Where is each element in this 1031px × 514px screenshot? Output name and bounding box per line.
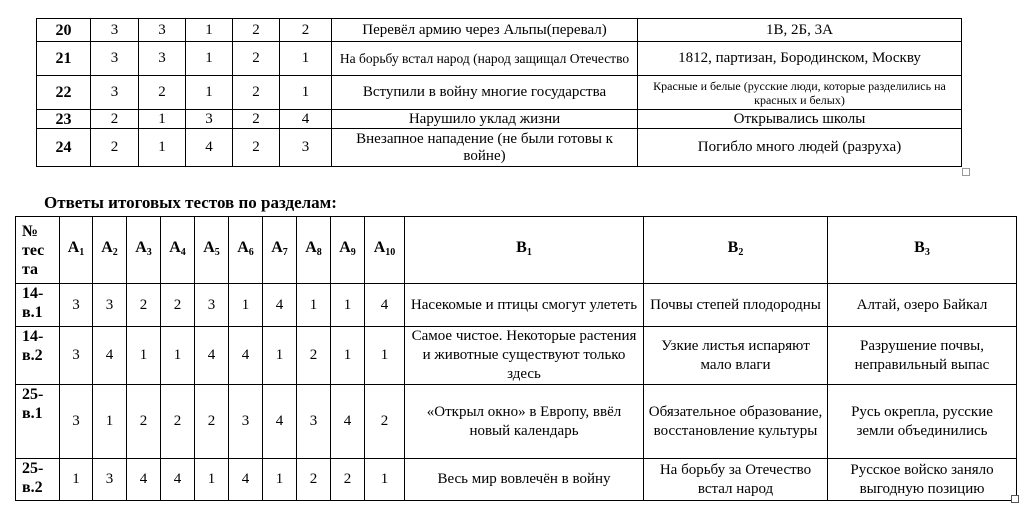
column-header-a2: $А_2$: [93, 217, 127, 284]
column-header-a8: $А_8$: [297, 217, 331, 284]
answer-cell: 2: [91, 129, 139, 167]
answer-cell: 4: [280, 110, 332, 129]
answer-cell: 4: [331, 385, 365, 459]
table-row: [16, 385, 1017, 459]
extra-answer-cell: 1812, партизан, Бородинском, Москву: [638, 42, 962, 76]
answer-cell: 1: [93, 385, 127, 459]
table-row: [16, 459, 1017, 501]
answer-cell: 2: [365, 385, 405, 459]
answer-cell: 3: [91, 42, 139, 76]
answer-b2-cell: Почвы степей плодородны: [644, 284, 828, 327]
answer-cell: 3: [297, 385, 331, 459]
section-heading: Ответы итоговых тестов по разделам:: [44, 193, 337, 212]
task-number: 23: [37, 110, 91, 129]
answers-table-top: [36, 18, 962, 167]
answer-cell: 2: [233, 110, 280, 129]
column-header-b3: $В_3$: [828, 217, 1017, 284]
test-number-header: № тес та: [16, 217, 60, 284]
test-label: 25- в.2: [16, 459, 60, 501]
answer-cell: 1: [186, 19, 233, 42]
answer-cell: 1: [263, 327, 297, 385]
answer-cell: 1: [186, 42, 233, 76]
column-header-b1: $В_1$: [405, 217, 644, 284]
task-number: 21: [37, 42, 91, 76]
table-row: [16, 284, 1017, 327]
answer-cell: 1: [280, 42, 332, 76]
answer-b3-cell: Алтай, озеро Байкал: [828, 284, 1017, 327]
answer-cell: 3: [60, 284, 93, 327]
answer-cell: 3: [186, 110, 233, 129]
answer-cell: 2: [297, 327, 331, 385]
table-row: [37, 110, 962, 129]
column-header-a1: $А_1$: [60, 217, 93, 284]
answer-cell: 4: [186, 129, 233, 167]
answer-b1-cell: «Открыл окно» в Европу, ввёл новый календарь: [405, 385, 644, 459]
answer-cell: 2: [331, 459, 365, 501]
answer-cell: 4: [127, 459, 161, 501]
answer-b2-cell: Обязательное образование, восстановление культуры: [644, 385, 828, 459]
table-row: [37, 19, 962, 42]
answer-cell: 4: [263, 284, 297, 327]
answer-cell: 2: [280, 19, 332, 42]
answer-cell: 1: [229, 284, 263, 327]
answer-cell: 2: [127, 385, 161, 459]
answer-cell: 1: [365, 459, 405, 501]
column-header-a4: $А_4$: [161, 217, 195, 284]
answer-b3-cell: Русь окрепла, русские земли объединились: [828, 385, 1017, 459]
answer-cell: 1: [331, 327, 365, 385]
answer-cell: 1: [280, 76, 332, 110]
answer-b2-cell: Узкие листья испаряют мало влаги: [644, 327, 828, 385]
answer-cell: 1: [127, 327, 161, 385]
answer-cell: 2: [233, 76, 280, 110]
answer-b1-cell: Весь мир вовлечён в войну: [405, 459, 644, 501]
answer-b2-cell: На борьбу за Отечество встал народ: [644, 459, 828, 501]
answer-text-cell: Внезапное нападение (не были готовы к войне): [332, 129, 638, 167]
extra-answer-cell: 1В, 2Б, 3А: [638, 19, 962, 42]
table-row: [37, 129, 962, 167]
answer-cell: 2: [91, 110, 139, 129]
answer-cell: 4: [229, 459, 263, 501]
answer-text-cell: Вступили в войну многие государства: [332, 76, 638, 110]
answer-cell: 4: [365, 284, 405, 327]
column-header-a9: $А_9$: [331, 217, 365, 284]
answer-cell: 2: [195, 385, 229, 459]
answer-cell: 1: [331, 284, 365, 327]
table-row: [37, 76, 962, 110]
answer-text-cell: На борьбу встал народ (народ защищал Отечество: [332, 42, 638, 76]
answer-cell: 3: [93, 284, 127, 327]
answer-cell: 4: [195, 327, 229, 385]
answer-cell: 3: [91, 19, 139, 42]
extra-answer-cell: Открывались школы: [638, 110, 962, 129]
test-label: 25- в.1: [16, 385, 60, 459]
answer-cell: 1: [139, 129, 186, 167]
answer-cell: 3: [139, 19, 186, 42]
answer-cell: 2: [233, 129, 280, 167]
answer-cell: 3: [229, 385, 263, 459]
answer-cell: 1: [195, 459, 229, 501]
answer-b1-cell: Насекомые и птицы смогут улететь: [405, 284, 644, 327]
answer-text-cell: Перевёл армию через Альпы(перевал): [332, 19, 638, 42]
answer-b3-cell: Разрушение почвы, неправильный выпас: [828, 327, 1017, 385]
answer-b3-cell: Русское войско заняло выгодную позицию: [828, 459, 1017, 501]
answer-cell: 4: [263, 385, 297, 459]
answer-cell: 2: [161, 284, 195, 327]
answer-cell: 1: [263, 459, 297, 501]
answer-cell: 4: [161, 459, 195, 501]
answer-b1-cell: Самое чистое. Некоторые растения и животные существуют только здесь: [405, 327, 644, 385]
header-row: [16, 217, 1017, 284]
answer-cell: 2: [161, 385, 195, 459]
answer-cell: 1: [186, 76, 233, 110]
column-header-a5: $А_5$: [195, 217, 229, 284]
final-tests-answers-table: [15, 216, 1017, 501]
table-row: [16, 327, 1017, 385]
answer-cell: 4: [93, 327, 127, 385]
table-resize-handle[interactable]: [962, 168, 970, 176]
column-header-b2: $В_2$: [644, 217, 828, 284]
answer-cell: 1: [139, 110, 186, 129]
answer-cell: 3: [60, 327, 93, 385]
answer-cell: 1: [365, 327, 405, 385]
answer-cell: 4: [229, 327, 263, 385]
answer-cell: 3: [93, 459, 127, 501]
table-row: [37, 42, 962, 76]
test-label: 14- в.1: [16, 284, 60, 327]
answer-cell: 3: [280, 129, 332, 167]
table-resize-handle[interactable]: [1011, 495, 1019, 503]
answer-text-cell: Нарушило уклад жизни: [332, 110, 638, 129]
answer-cell: 2: [233, 42, 280, 76]
answer-cell: 3: [91, 76, 139, 110]
task-number: 20: [37, 19, 91, 42]
answer-cell: 2: [127, 284, 161, 327]
task-number: 22: [37, 76, 91, 110]
answer-cell: 1: [60, 459, 93, 501]
test-label: 14- в.2: [16, 327, 60, 385]
answer-cell: 2: [233, 19, 280, 42]
answer-cell: 2: [297, 459, 331, 501]
task-number: 24: [37, 129, 91, 167]
answer-cell: 3: [60, 385, 93, 459]
column-header-a10: $А_{10}$: [365, 217, 405, 284]
answer-cell: 2: [139, 76, 186, 110]
column-header-a7: $А_7$: [263, 217, 297, 284]
answer-cell: 1: [297, 284, 331, 327]
extra-answer-cell: Погибло много людей (разруха): [638, 129, 962, 167]
column-header-a6: $А_6$: [229, 217, 263, 284]
answer-cell: 1: [161, 327, 195, 385]
column-header-a3: $А_3$: [127, 217, 161, 284]
answer-cell: 3: [195, 284, 229, 327]
extra-answer-cell: Красные и белые (русские люди, которые разделились на красных и белых): [638, 76, 962, 110]
answer-cell: 3: [139, 42, 186, 76]
